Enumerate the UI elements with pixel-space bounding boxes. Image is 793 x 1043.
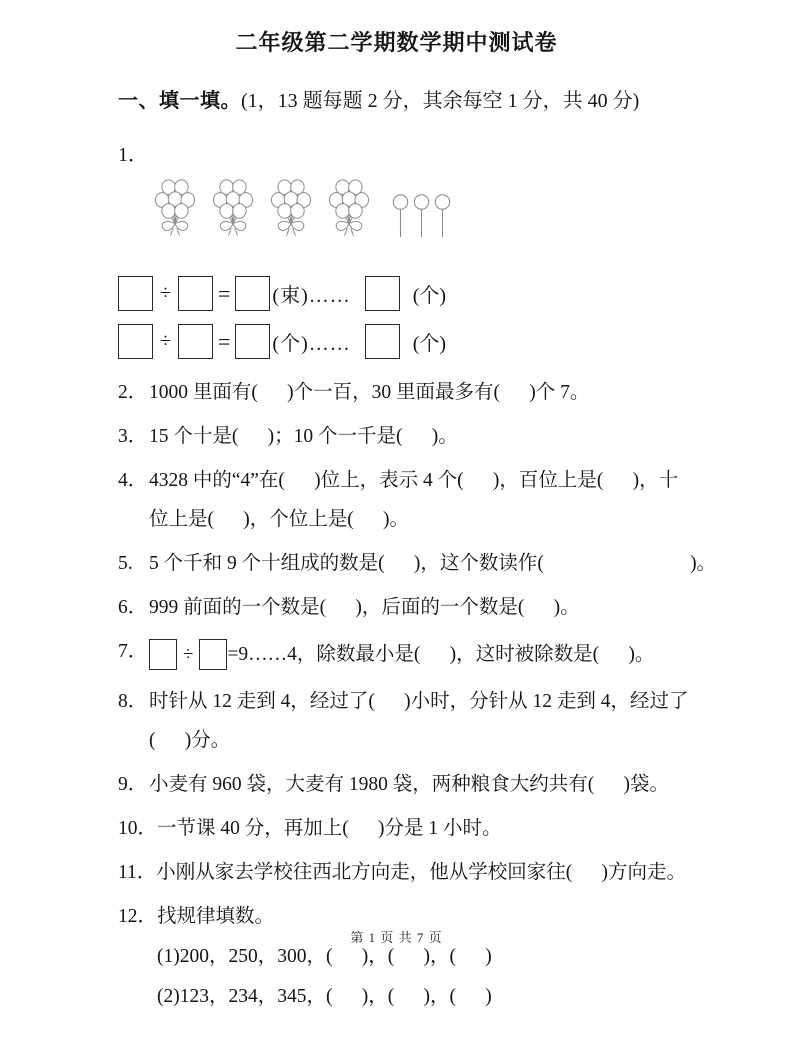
unit-label-bunch: (束)…… <box>272 285 351 307</box>
division-equations <box>118 275 735 360</box>
balloon-bunch <box>212 175 254 250</box>
answer-blank-box <box>118 324 153 359</box>
question-item <box>118 380 735 405</box>
division-sign: ÷ <box>160 282 171 304</box>
question-body <box>156 860 735 885</box>
question-item <box>118 689 735 753</box>
answer-blank-box <box>365 324 400 359</box>
question-text-line: 小麦有 960 袋，大麦有 1980 袋，两种粮食大约共有( )袋。 <box>149 774 669 795</box>
question-item <box>118 904 735 1009</box>
division-equation-row-2 <box>118 323 735 360</box>
question-body <box>149 424 735 449</box>
question-item <box>118 468 735 532</box>
answer-blank-box <box>365 276 400 311</box>
answer-blank-box <box>178 324 213 359</box>
division-sign: ÷ <box>160 330 171 352</box>
question-text-line: ( )分。 <box>149 730 231 751</box>
unit-label-piece: (个)…… <box>272 333 351 355</box>
question-body <box>149 689 735 753</box>
equals-sign: = <box>217 328 231 354</box>
question-number: 3． <box>118 426 148 447</box>
question-number: 10． <box>118 818 158 839</box>
question-body <box>149 468 735 532</box>
answer-blank-box <box>149 639 177 670</box>
question-body <box>149 772 735 797</box>
question-item <box>118 551 735 576</box>
question-body <box>149 595 735 620</box>
division-equation-row-1 <box>118 275 735 312</box>
question-number: 7． <box>118 641 148 662</box>
question-text-line: 999 前面的一个数是( )，后面的一个数是( )。 <box>149 597 580 618</box>
question-text-line: 位上是( )，个位上是( )。 <box>149 509 409 530</box>
answer-blank-box <box>118 276 153 311</box>
section-heading-bold: 一、填一填。 <box>118 90 241 112</box>
unit-label-piece: (个) <box>412 333 447 355</box>
question-number: 2． <box>118 382 148 403</box>
question-text-line: 1000 里面有( )个一百，30 里面最多有( )个 7。 <box>149 382 590 403</box>
question-item <box>118 772 735 797</box>
page-footer: 第 1 页 共 7 页 <box>350 930 443 945</box>
equals-sign: = <box>217 280 231 306</box>
question-text-line: 一节课 40 分，再加上( )分是 1 小时。 <box>157 818 502 839</box>
question-sub-item: (1)200，250，300，( )，( )，( ) <box>157 946 492 967</box>
division-sign: ÷ <box>183 644 194 665</box>
question-body <box>149 551 735 576</box>
question-text-line: 15 个十是( )；10 个一千是( )。 <box>149 426 458 447</box>
page-content <box>118 138 735 1009</box>
answer-blank-box <box>235 324 270 359</box>
question-1-number: 1． <box>118 144 148 166</box>
single-balloon <box>413 193 430 246</box>
question-text-line: 小刚从家去学校往西北方向走，他从学校回家往( )方向走。 <box>156 862 687 883</box>
unit-label-piece: (个) <box>412 285 447 307</box>
balloon-bunch <box>270 175 312 250</box>
question-item <box>118 860 735 885</box>
question-text-line: 4328 中的“4”在( )位上，表示 4 个( )，百位上是( )，十 <box>149 470 679 491</box>
question-number: 9． <box>118 774 148 795</box>
question-text-line: 5 个千和 9 个十组成的数是( )，这个数读作( )。 <box>149 553 717 574</box>
question-text: =9……4，除数最小是( )，这时被除数是( )。 <box>227 644 655 665</box>
answer-blank-box <box>199 639 227 670</box>
question-number: 8． <box>118 691 148 712</box>
answer-blank-box <box>235 276 270 311</box>
question-number: 12． <box>118 906 158 927</box>
question-number: 11． <box>118 862 157 883</box>
question-text-line: 时针从 12 走到 4，经过了( )小时，分针从 12 走到 4，经过了 <box>149 691 689 712</box>
question-item <box>118 816 735 841</box>
question-number: 5. <box>118 553 133 574</box>
question-number: 4． <box>118 470 148 491</box>
balloon-bunch <box>154 175 196 250</box>
page-title: 二年级第二学期数学期中测试卷 <box>235 30 558 55</box>
single-balloon <box>392 193 409 246</box>
section-heading-rest: (1，13 题每题 2 分，其余每空 1 分，共 40 分) <box>241 90 640 112</box>
balloon-bunch <box>328 175 370 250</box>
single-balloon <box>434 193 451 246</box>
question-list <box>118 380 735 1009</box>
question-item <box>118 424 735 449</box>
question-body <box>149 639 735 670</box>
question-text-line: 找规律填数。 <box>157 906 275 927</box>
question-body <box>149 380 735 405</box>
question-body <box>157 816 735 841</box>
question-body <box>157 904 735 1009</box>
section-heading <box>118 84 733 113</box>
question-sub-item: (2)123，234，345，( )，( )，( ) <box>157 986 492 1007</box>
question-number: 6． <box>118 597 148 618</box>
question-item <box>118 595 735 620</box>
single-balloons-group <box>392 193 451 246</box>
balloon-figure <box>154 175 735 253</box>
question-item <box>118 639 735 670</box>
question-text-line <box>149 639 735 670</box>
answer-blank-box <box>178 276 213 311</box>
